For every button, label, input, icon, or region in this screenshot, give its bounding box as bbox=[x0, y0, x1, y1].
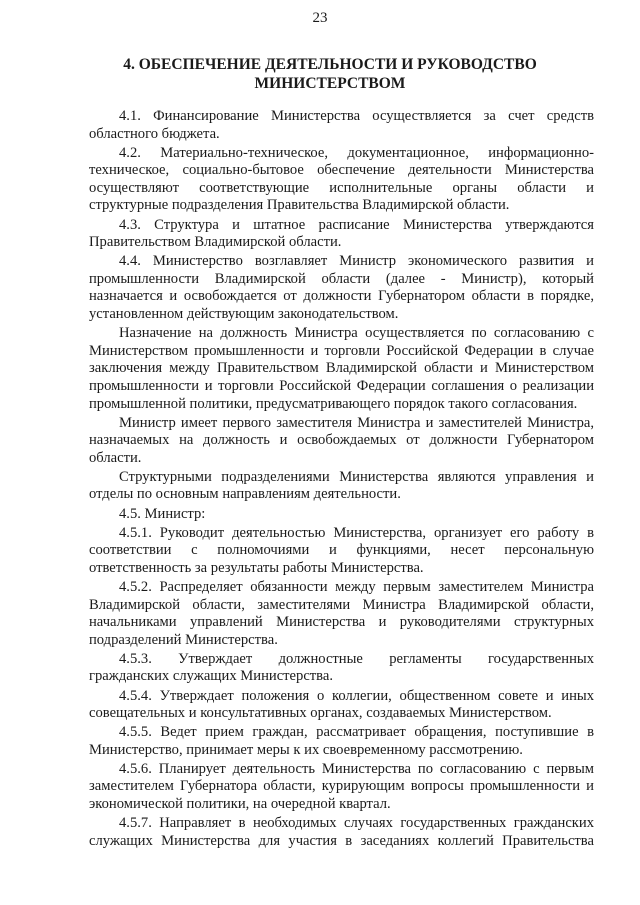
section-title bbox=[60, 55, 600, 93]
paragraph-line: 4.2. Материально-техническое, документационное, информационно- bbox=[119, 144, 594, 161]
paragraph-line: отделы по основным направлениям деятельности. bbox=[89, 486, 401, 503]
paragraph-line: 4.4. Министерство возглавляет Министр экономического развития и bbox=[119, 253, 594, 270]
paragraph bbox=[89, 724, 594, 759]
paragraph bbox=[89, 815, 594, 850]
paragraph-line: области. bbox=[89, 449, 142, 466]
paragraph bbox=[89, 415, 594, 468]
paragraph-line: Правительством Владимирской области. bbox=[89, 234, 342, 251]
paragraph-line: Министр имеет первого заместителя Министра и заместителей Министра, bbox=[119, 414, 594, 431]
paragraph bbox=[89, 217, 594, 252]
paragraph bbox=[89, 688, 594, 723]
paragraph-line: Министерством промышленности и торговли Российской Федерации в случае bbox=[89, 342, 594, 359]
paragraph-line: областного бюджета. bbox=[89, 125, 220, 142]
paragraph bbox=[89, 579, 594, 649]
paragraph bbox=[89, 325, 594, 413]
paragraph bbox=[89, 108, 594, 143]
paragraph-line: 4.3. Структура и штатное расписание Министерства утверждаются bbox=[119, 216, 594, 233]
paragraph-line: Владимирской области, заместителями Министра Владимирской области, bbox=[89, 596, 594, 613]
paragraph-line: служащих Министерства для участия в заседаниях коллегий Правительства bbox=[89, 832, 594, 849]
paragraph-line: экономической политики, на очередной квартал. bbox=[89, 796, 391, 813]
paragraph-line: техническое, социально-бытовое обеспечение деятельности Министерства bbox=[89, 162, 594, 179]
paragraph bbox=[89, 651, 594, 686]
paragraph-line: заместителем Губернатора области, курирующим вопросы промышленности и bbox=[89, 778, 594, 795]
paragraph-line: 4.5.3. Утверждает должностные регламенты государственных bbox=[119, 650, 594, 667]
paragraph-line: назначается и освобождается от должности Губернатором области в порядке, bbox=[89, 288, 594, 305]
paragraph-line: совещательных и консультативных органах, создаваемых Министерством. bbox=[89, 705, 552, 722]
section-title-line-2: МИНИСТЕРСТВОМ bbox=[254, 75, 406, 92]
paragraph bbox=[89, 253, 594, 323]
page-number: 23 bbox=[312, 10, 328, 26]
paragraph-line: 4.1. Финансирование Министерства осуществляется за счет средств bbox=[119, 108, 594, 124]
paragraph-line: заключения между Правительством Владимирской области и Министерством bbox=[89, 360, 594, 377]
paragraph-line: 4.5.5. Ведет прием граждан, рассматривает обращения, поступившие в bbox=[119, 724, 594, 741]
paragraph-line: начальниками управлений Министерства и руководителями структурных bbox=[89, 614, 594, 631]
paragraph-line: Назначение на должность Министра осуществляется по согласованию с bbox=[119, 325, 594, 342]
paragraph bbox=[89, 469, 594, 504]
paragraph-line: Структурными подразделениями Министерства являются управления и bbox=[119, 468, 594, 485]
paragraph-line: подразделений Министерства. bbox=[89, 631, 278, 648]
paragraph bbox=[89, 525, 594, 578]
paragraph-line: 4.5. Министр: bbox=[119, 505, 206, 522]
paragraph bbox=[89, 761, 594, 814]
paragraph-line: промышленности Владимирской области (далее - Министр), который bbox=[89, 270, 594, 287]
paragraph-line: 4.5.7. Направляет в необходимых случаях государственных гражданских bbox=[119, 815, 594, 832]
paragraph-line: осуществляют соответствующие исполнительные органы области и bbox=[89, 179, 594, 196]
paragraph-line: 4.5.1. Руководит деятельностью Министерства, организует его работу в bbox=[119, 524, 594, 541]
paragraph-line: промышленности и торговли Российской Федерации соглашения о реализации bbox=[89, 377, 594, 394]
paragraph-line: гражданских служащих Министерства. bbox=[89, 668, 334, 685]
paragraph bbox=[89, 145, 594, 215]
section-title-line-1: 4. ОБЕСПЕЧЕНИЕ ДЕЯТЕЛЬНОСТИ И РУКОВОДСТВО bbox=[123, 56, 537, 73]
paragraph-line: установленном действующим законодательством. bbox=[89, 306, 399, 323]
paragraph-line: структурные подразделения Правительства Владимирской области. bbox=[89, 197, 510, 214]
document-body bbox=[89, 108, 594, 852]
paragraph-line: назначаемых на должность и освобождаемых от должности Губернатором bbox=[89, 432, 594, 449]
paragraph-line: 4.5.4. Утверждает положения о коллегии, общественном совете и иных bbox=[119, 687, 594, 704]
paragraph bbox=[89, 506, 594, 524]
paragraph-line: Министерство, принимает меры к их своевременному рассмотрению. bbox=[89, 741, 523, 758]
paragraph-line: 4.5.2. Распределяет обязанности между первым заместителем Министра bbox=[119, 578, 594, 595]
paragraph-line: ответственность за результаты работы Министерства. bbox=[89, 559, 424, 576]
paragraph-line: соответствии с полномочиями и функциями, несет персональную bbox=[89, 542, 594, 559]
paragraph-line: 4.5.6. Планирует деятельность Министерства по согласованию с первым bbox=[119, 760, 594, 777]
paragraph-line: промышленной политики, предусматривающего порядок такого согласования. bbox=[89, 395, 578, 412]
